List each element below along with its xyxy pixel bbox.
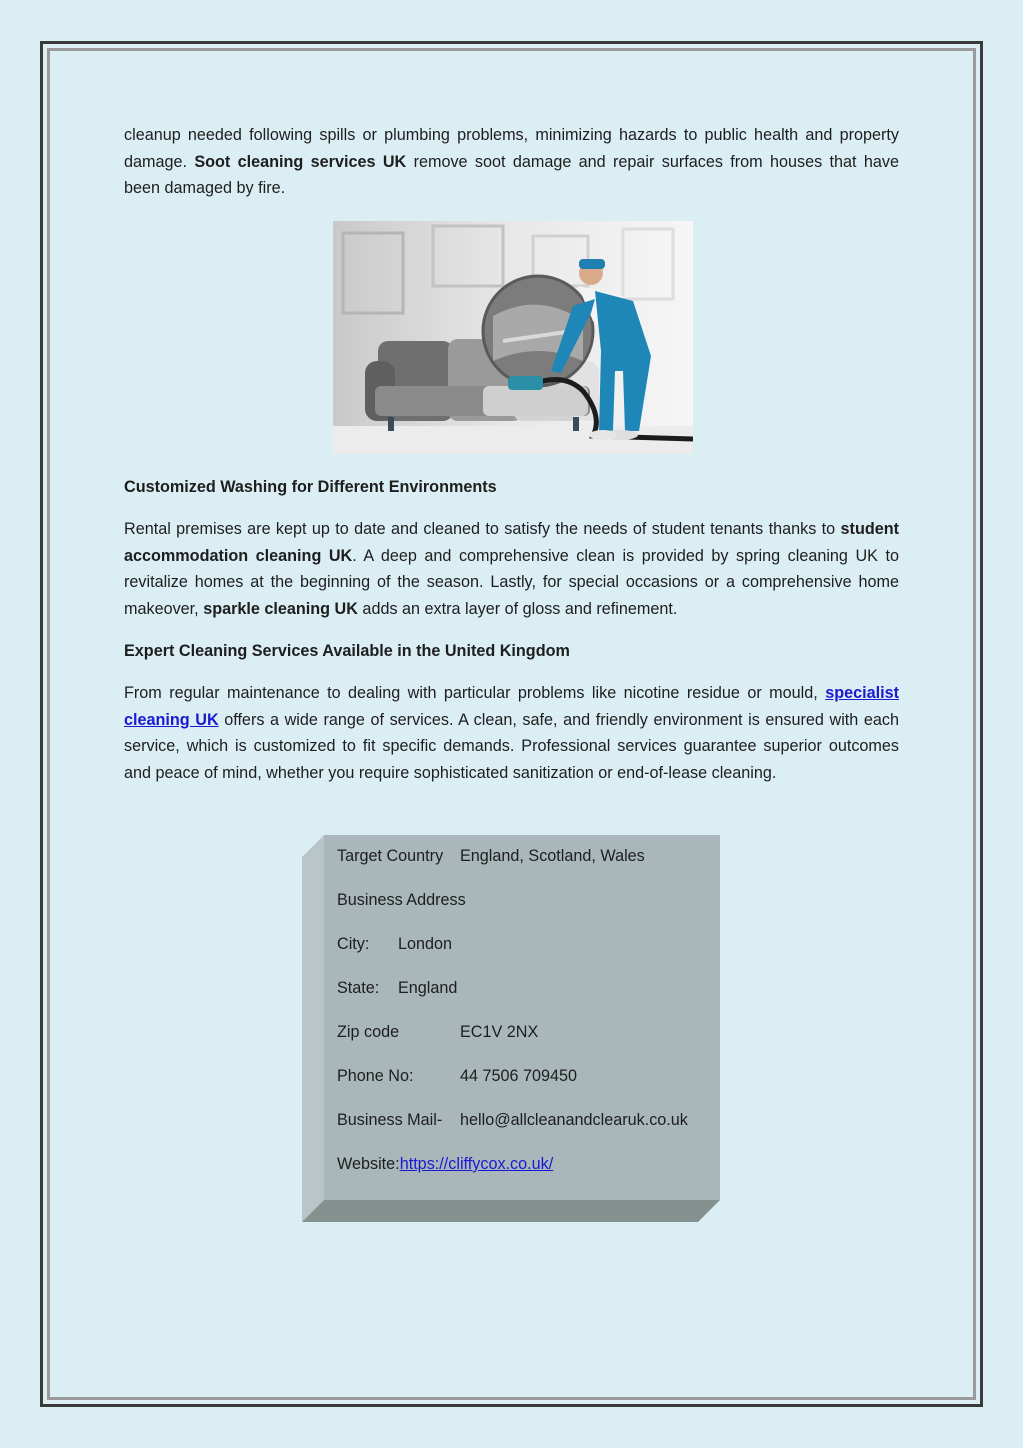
soot-cleaning-keyword: Soot cleaning services UK xyxy=(194,152,407,171)
expert-text-end: offers a wide range of services. A clean, safe, and friendly environment is ensured with each service, which is customized to fit specific demands. Professional services guarantee superior outcomes and peace of mind, whether you require sophisticated sanitization or end-of-lease cleaning. xyxy=(124,710,899,782)
intro-text-end: remove soot damage and repair surfaces from houses that have been damaged by fire. xyxy=(124,152,899,197)
target-country-label: Target Country xyxy=(337,847,444,865)
student-accommodation-keyword: student accommodation cleaning UK xyxy=(124,520,899,565)
expert-text: From regular maintenance to dealing with particular problems like nicotine residue or mould, xyxy=(124,684,826,702)
washing-text-mid: . A deep and comprehensive clean is provided by spring cleaning UK to revitalize homes at the beginning of the season. Lastly, for special occasions or a comprehensive home makeover, xyxy=(124,546,899,618)
phone-value: 44 7506 709450 xyxy=(460,1067,578,1085)
website-link[interactable]: https://cliffycox.co.uk/ xyxy=(399,1155,554,1173)
website-row xyxy=(337,1153,553,1175)
target-country-value: England, Scotland, Wales xyxy=(460,847,645,865)
state-value: England xyxy=(398,979,458,997)
phone-row xyxy=(337,1065,578,1087)
business-address-row xyxy=(337,889,466,911)
city-row xyxy=(337,933,453,955)
zip-code-value: EC1V 2NX xyxy=(460,1023,539,1041)
business-info-panel xyxy=(302,835,720,1222)
business-mail-label: Business Mail- xyxy=(337,1111,443,1129)
target-country-row xyxy=(337,845,645,867)
business-address-label: Business Address xyxy=(337,891,466,909)
phone-label: Phone No: xyxy=(337,1067,414,1085)
business-mail-value: hello@allcleanandclearuk.co.uk xyxy=(460,1111,688,1129)
state-row xyxy=(337,977,458,999)
section-paragraph-washing xyxy=(124,516,899,622)
business-mail-row xyxy=(337,1109,688,1131)
website-label: Website: xyxy=(337,1155,400,1173)
section-heading-expert: Expert Cleaning Services Available in the United Kingdom xyxy=(124,642,570,660)
washing-text: Rental premises are kept up to date and cleaned to satisfy the needs of student tenants thanks to xyxy=(124,520,841,538)
specialist-cleaning-link-text: specialist cleaning UK xyxy=(124,684,899,729)
city-value: London xyxy=(398,935,453,953)
washing-text-end: adds an extra layer of gloss and refinement. xyxy=(357,599,678,618)
intro-paragraph xyxy=(124,122,899,202)
section-paragraph-expert xyxy=(124,680,899,786)
document-content xyxy=(124,122,899,221)
section-heading-washing: Customized Washing for Different Environments xyxy=(124,478,497,496)
city-label: City: xyxy=(337,935,370,953)
sofa-cleaning-photo xyxy=(333,221,693,454)
sparkle-cleaning-keyword: sparkle cleaning UK xyxy=(203,599,358,618)
zip-code-label: Zip code xyxy=(337,1023,400,1041)
intro-text: cleanup needed following spills or plumbing problems, minimizing hazards to public health and property damage. xyxy=(124,126,899,171)
sections-content xyxy=(124,474,899,786)
state-label: State: xyxy=(337,979,380,997)
sofa-cleaning-illustration xyxy=(333,221,693,454)
zip-code-row xyxy=(337,1021,539,1043)
